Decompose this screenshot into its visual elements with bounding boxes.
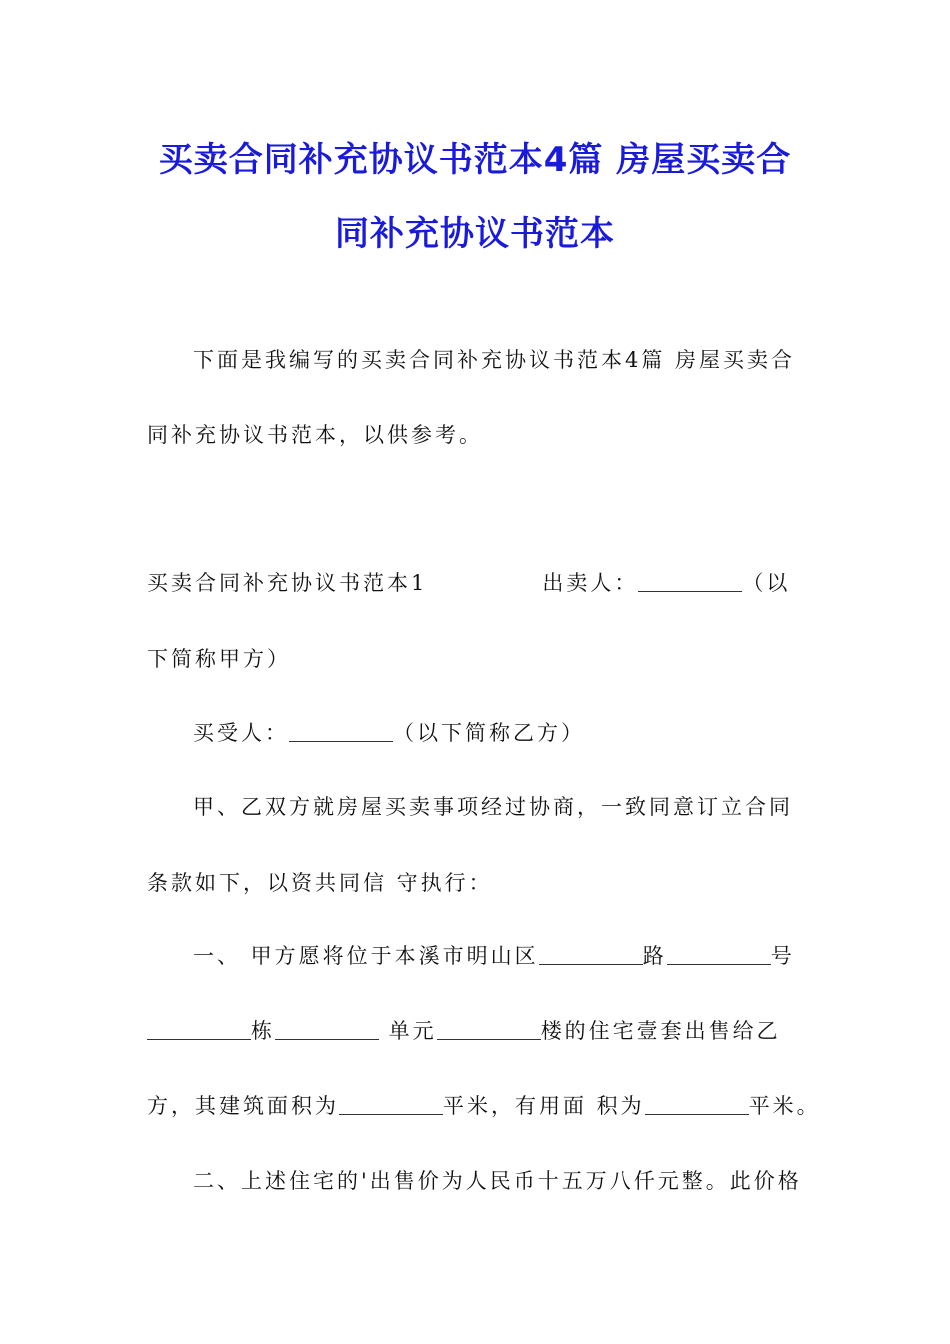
- seller-after: （以: [742, 571, 791, 595]
- agreement-line-1: 甲、乙双方就房屋买卖事项经过协商，一致同意订立合同: [193, 795, 793, 819]
- clause-1-location: 一、 甲方愿将位于本溪市明山区: [193, 944, 539, 968]
- floor-text: 楼的住宅壹套出售给乙: [540, 1019, 781, 1043]
- buyer-blank: [289, 721, 393, 742]
- clause-1-line-3: [147, 1091, 821, 1121]
- seller-continuation: 下简称甲方）: [147, 647, 291, 671]
- buyer-label: 买受人：: [193, 721, 289, 745]
- contract-heading-row: [147, 568, 807, 598]
- usable-area-blank: [645, 1094, 749, 1115]
- document-title-line-2: 同补充协议书范本: [335, 214, 615, 254]
- road-blank: [667, 944, 771, 965]
- number-label: 号: [770, 944, 795, 968]
- building-area-blank: [339, 1094, 443, 1115]
- building-blank: [275, 1019, 379, 1040]
- intro-line-1: 下面是我编写的买卖合同补充协议书范本4篇 房屋买卖合: [193, 348, 796, 372]
- clause-2-line-1: 二、上述住宅的'出售价为人民币十五万八仟元整。此价格: [193, 1169, 802, 1193]
- district-blank: [539, 944, 643, 965]
- seller-blank: [638, 571, 742, 592]
- document-title-line-1: 买卖合同补充协议书范本4篇 房屋买卖合: [158, 140, 792, 180]
- buyer-after: （以下简称乙方）: [393, 721, 585, 745]
- building-label: 栋: [251, 1019, 275, 1043]
- agreement-line-2: 条款如下，以资共同信 守执行：: [147, 871, 493, 895]
- road-label: 路: [642, 944, 667, 968]
- seller-label: 出卖人：: [542, 571, 639, 595]
- number-blank: [147, 1019, 251, 1040]
- unit-label: 单元: [379, 1019, 437, 1043]
- building-area-label: 方，其建筑面积为: [147, 1094, 339, 1118]
- intro-line-2: 同补充协议书范本，以供参考。: [147, 423, 483, 447]
- clause-1-line-1: [193, 941, 807, 971]
- buyer-line: [193, 718, 807, 748]
- clause-1-line-2: [147, 1016, 807, 1046]
- contract-heading: 买卖合同补充协议书范本1: [147, 571, 428, 595]
- unit-blank: [437, 1019, 541, 1040]
- area-unit: 平米。: [748, 1094, 821, 1118]
- usable-area-label: 平米，有用面 积为: [443, 1094, 645, 1118]
